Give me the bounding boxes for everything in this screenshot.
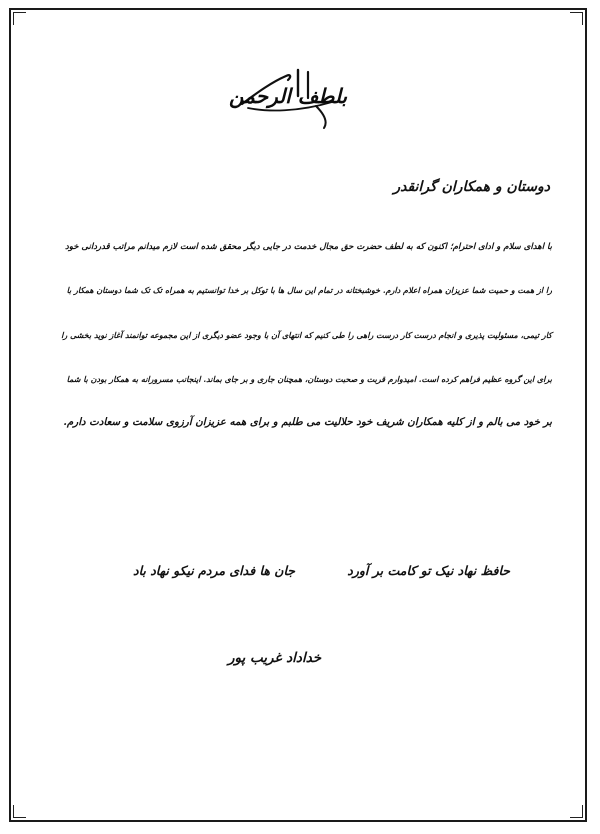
letter-body-line-3: کار تیمی، مسئولیت پذیری و انجام درست کار درست راهی را طی کنیم که انتهای آن با وجود عضو دیگری از این مجموعه توانمند آغاز نوید بخشی را — [61, 330, 552, 340]
bismillah-text: بلطف الرحمن — [228, 84, 348, 108]
closing-verse-right: حافظ نهاد نیک تو کامت بر آورد — [347, 563, 510, 578]
frame-corner-bottom-left — [13, 805, 26, 818]
letter-body-line-1: با اهدای سلام و ادای احترام؛ اکنون که به لطف حضرت حق مجال خدمت در جایی دیگر محقق شده است لازم میدانم مراتب قدردانی خود — [65, 242, 552, 252]
frame-corner-top-right — [570, 12, 583, 25]
letter-body-line-5: بر خود می بالم و از کلیه همکاران شریف خود حلالیت می طلبم و برای همه عزیزان آرزوی سلامت و سعادت دارم. — [63, 416, 552, 428]
letter-salutation: دوستان و همکاران گرانقدر — [393, 179, 550, 195]
letter-body-line-4: برای این گروه عظیم فراهم کرده است. امیدوارم قربت و صحبت دوستان، همچنان جاری و بر جای بماند. اینجانب مسرورانه به همکار بودن با شما — [66, 374, 552, 384]
bismillah-calligraphy — [228, 62, 348, 132]
closing-verse-left: جان ها فدای مردم نیکو نهاد باد — [133, 563, 295, 578]
signature-name: خداداد غریب پور — [228, 650, 322, 666]
letter-body-line-2: را از همت و حمیت شما عزیزان همراه اعلام دارم. خوشبختانه در تمام این سال ها با توکل بر خدا توانستیم به همراه تک تک شما دوستان همکار با — [66, 285, 552, 295]
frame-corner-bottom-right — [570, 805, 583, 818]
frame-corner-top-left — [13, 12, 26, 25]
